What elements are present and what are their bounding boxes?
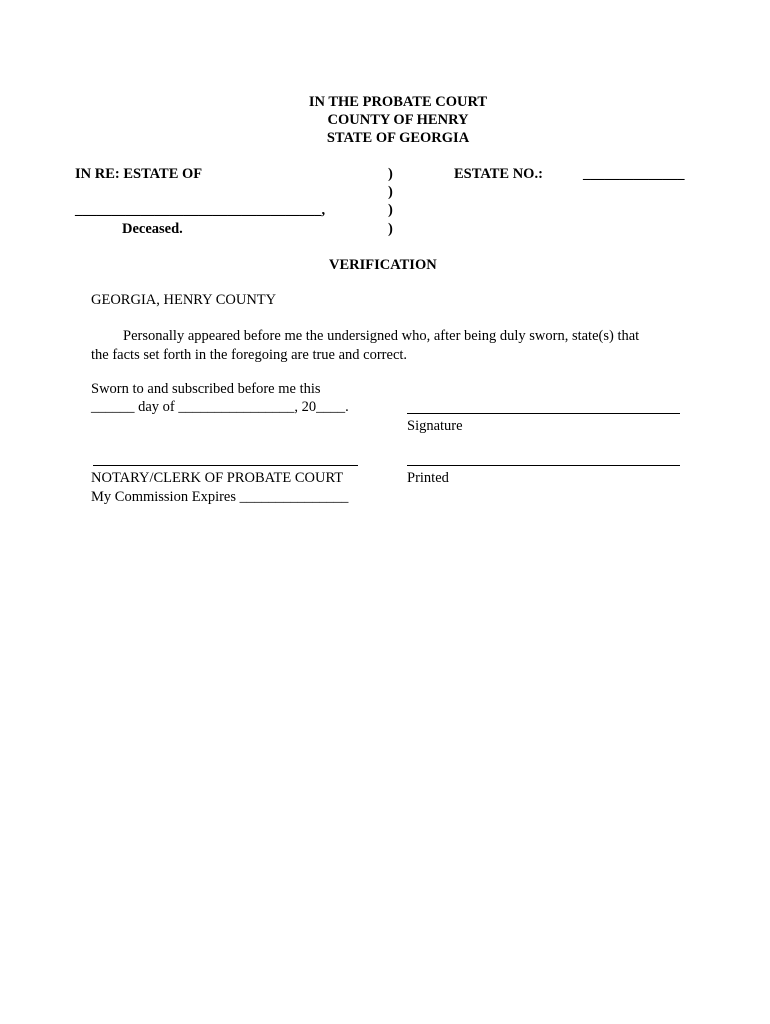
notary-clerk-label: NOTARY/CLERK OF PROBATE COURT xyxy=(91,470,344,486)
estate-number-blank: ______________ xyxy=(583,166,685,182)
court-state: STATE OF GEORGIA xyxy=(326,130,470,146)
venue-line: GEORGIA, HENRY COUNTY xyxy=(91,292,277,308)
caption-paren: ) xyxy=(388,184,393,200)
court-county: COUNTY OF HENRY xyxy=(327,112,469,128)
deceased-label: Deceased. xyxy=(122,221,183,237)
notary-signature-line xyxy=(93,465,358,466)
estate-number-label: ESTATE NO.: xyxy=(454,166,543,182)
sworn-date-line: ______ day of ________________, 20____. xyxy=(91,399,349,415)
deceased-name-line: __________________________________, xyxy=(75,202,326,218)
verification-text-line-2: the facts set forth in the foregoing are true and correct. xyxy=(91,347,408,363)
signature-line xyxy=(407,413,680,414)
printed-name-line xyxy=(407,465,680,466)
caption-paren: ) xyxy=(388,202,393,218)
printed-label: Printed xyxy=(407,470,449,486)
caption-paren: ) xyxy=(388,221,393,237)
document-title: VERIFICATION xyxy=(329,257,437,273)
court-name: IN THE PROBATE COURT xyxy=(308,94,488,110)
sworn-statement: Sworn to and subscribed before me this xyxy=(91,381,321,397)
signature-label: Signature xyxy=(407,418,463,434)
in-re-estate-label: IN RE: ESTATE OF xyxy=(75,166,203,182)
verification-text-line-1: Personally appeared before me the undersigned who, after being duly sworn, state(s) that xyxy=(123,328,640,344)
commission-expires-line: My Commission Expires _______________ xyxy=(91,489,349,505)
caption-paren: ) xyxy=(388,166,393,182)
